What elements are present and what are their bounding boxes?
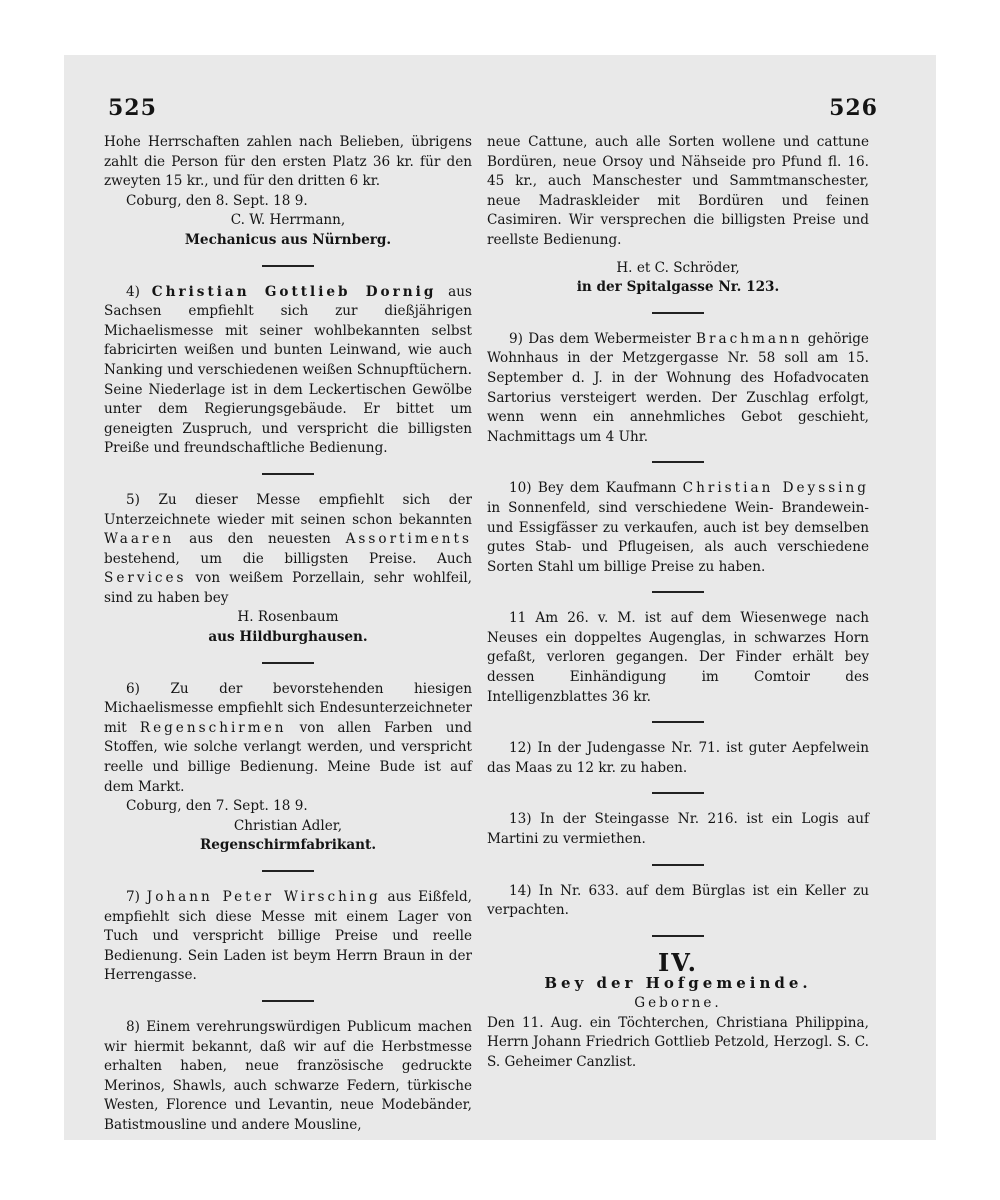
ad7-number: 7) [126,889,140,905]
ad7-name: Johann Peter Wirsching [146,889,381,905]
divider [262,265,314,267]
ad-9 [487,330,869,448]
ad4-text: aus Sachsen empfiehlt sich zur dießjährigen Michaelismesse mit seiner wohlbekannten selbst fabricirten weißen und bunten Leinwand, wie auch Nanking und verschiedenen weißen Schnupftüchern. Seine Niederlage ist in dem Leckertischen Gewölbe unter dem Regierungsgebäude. Er bittet um geneigten Zuspruch, und verspricht die billigsten Preiße und freundschaftliche Bedienung. [104,283,473,457]
ad-14 [487,882,869,921]
ad6-spaced-regenschirmen: Regenschirmen [139,719,287,736]
ad6-place-date: Coburg, den 7. Sept. 18 9. [126,798,308,815]
ad12-text: 12) In der Judengasse Nr. 71. ist guter Aepfelwein das Maas zu 12 kr. zu haben. [487,740,869,776]
ad10-spaced-deyssing: Christian Deyssing [682,480,869,497]
section-subtitle: Geborne. [634,995,722,1011]
page-number-right: 526 [829,95,878,121]
ad-10 [487,479,869,577]
ad5-spaced-services: Services [104,570,187,587]
ad13-text: 13) In der Steingasse Nr. 216. ist ein Logis auf Martini zu vermiethen. [487,811,869,848]
ad5-spaced-waaren: Waaren [104,531,175,548]
divider [262,662,314,664]
ad-7 [104,888,472,986]
ad-12 [487,739,869,778]
intro-notice-text: Hohe Herrschaften zahlen nach Belieben, übrigens zahlt die Person für den ersten Platz 36 kr. für den zweyten 15 kr., und für den dritten 6 kr. [104,134,472,190]
right-column [487,133,869,1072]
newspaper-page [64,55,936,1140]
ad-11 [487,609,869,707]
divider [652,312,704,314]
ad6-title: Regenschirmfabrikant. [199,837,377,854]
ad8-continued-text: neue Cattune, auch alle Sorten wollene und cattune Bordüren, neue Orsoy und Nähseide pro Pfund fl. 16. 45 kr., auch Manschester und Sammtmanschester, neue Madraskleider mit Bordüren und feinen Casimiren. Wir versprechen die billigsten Preise und reellste Bedienung. [487,134,869,248]
divider [652,935,704,937]
ad8-signature: H. et C. Schröder, [616,259,740,276]
ad9-text-a: 9) Das dem Webermeister [509,330,691,347]
ad5-text-a: 5) Zu dieser Messe empfiehlt sich der Unterzeichnete wieder mit seinen schon bekannten [104,491,472,528]
ad4-name: Christian Gottlieb Dornig [151,283,437,300]
divider [262,870,314,872]
birth-entry: Den 11. Aug. ein Töchterchen, Christiana Philippina, Herrn Johann Friedrich Gottlieb Petzold, Herzogl. S. C. S. Geheimer Canzlist. [487,1014,869,1070]
ad-13 [487,810,869,849]
ad-8-continued [487,133,869,298]
ad6-text-a: 6) Zu der bevorstehenden hiesigen Michaelismesse empfiehlt sich Endesunterzeichneter mit [104,680,473,736]
ad11-text: 11 Am 26. v. M. ist auf dem Wiesenwege nach Neuses ein doppeltes Augenglas, in schwarzes Horn gefaßt, verloren gegangen. Der Finder erhält bey dessen Einhändigung im Comtoir des Intelligenzblattes 36 kr. [487,610,869,705]
intro-signature: C. W. Herrmann, [230,212,346,229]
ad14-text: 14) In Nr. 633. auf dem Bürglas ist ein Keller zu verpachten. [487,882,869,919]
ad5-text-b: aus den neuesten [189,531,331,548]
ad5-spaced-assortiments: Assortiments [345,531,472,548]
divider [262,1000,314,1002]
divider [652,864,704,866]
ad10-text-b: in Sonnenfeld, sind verschiedene Wein- Brandewein- und Essigfässer zu verkaufen, auch ist bey demselben gutes Stab- und Pflugeisen, als auch verschiedene Sorten Stahl um billige Preise zu haben. [487,499,869,575]
ad5-origin: aus Hildburghausen. [208,629,368,646]
ad9-text-b: gehörige Wohnhaus in der Metzgergasse Nr. 58 soll am 15. September d. J. in der Wohnung des Hofadvocaten Sartorius versteigert werden. Der Zuschlag erfolgt, wenn wenn ein annehmliches Gebot geschieht, Nachmittags um 4 Uhr. [487,330,869,445]
ad6-text-b: von allen Farben und Stoffen, wie solche verlangt werden, und verspricht reelle und billige Bedienung. Meine Bude ist auf dem Markt. [104,719,473,795]
intro-notice-block [104,133,472,251]
ad-4 [104,283,472,459]
page-number-left: 525 [108,95,157,121]
intro-title: Mechanicus aus Nürnberg. [184,231,392,248]
ad5-text-d: von weißem Porzellain, sehr wohlfeil, sind zu haben bey [104,570,472,606]
ad8-address: in der Spitalgasse Nr. 123. [576,279,780,296]
ad4-number: 4) [126,283,140,300]
divider [262,473,314,475]
ad10-text-a: 10) Bey dem Kaufmann [509,480,677,497]
intro-place-date: Coburg, den 8. Sept. 18 9. [126,192,308,209]
left-column [104,133,472,1140]
ad8-text: 8) Einem verehrungswürdigen Publicum machen wir hiermit bekannt, daß wir auf die Herbstmesse erhalten haben, neue französische gedruckte Merinos, Shawls, auch schwarze Federn, türkische Westen, Florence und Levantin, neue Modebänder, Batistmousline und andere Mousline, [104,1018,472,1133]
ad9-spaced-brachmann: Brachmann [695,330,803,347]
ad6-signature: Christian Adler, [233,817,343,834]
ad7-text: aus Eißfeld, empfiehlt sich diese Messe mit einem Lager von Tuch und verspricht billige Preise und reelle Bedienung. Sein Laden ist beym Herrn Braun in der Herrengasse. [104,889,472,984]
ad-8 [104,1018,472,1136]
ad5-signature: H. Rosenbaum [237,609,339,626]
section-numeral: IV. [657,947,698,977]
divider [652,792,704,794]
section-title: Bey der Hofgemeinde. [544,974,812,993]
ad5-text-c: bestehend, um die billigsten Preise. Auch [104,550,472,567]
divider [652,461,704,463]
divider [652,721,704,723]
ad-5 [104,491,472,648]
ad-6 [104,680,472,856]
divider [652,591,704,593]
